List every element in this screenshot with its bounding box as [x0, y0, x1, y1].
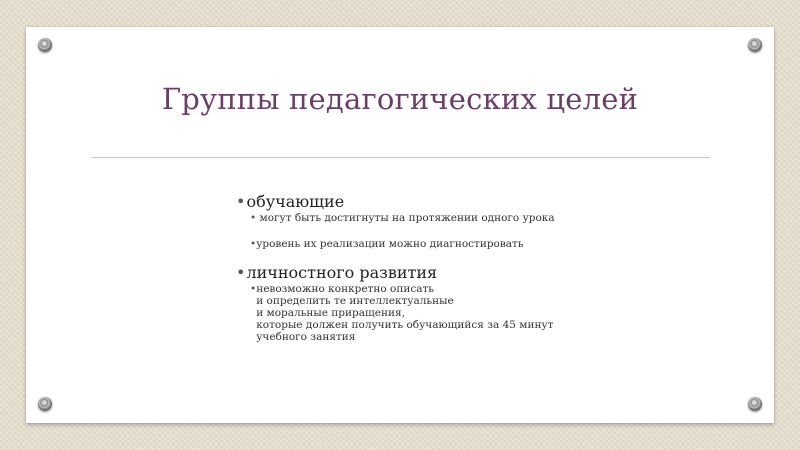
- bullet-icon: •: [236, 263, 246, 282]
- list-item: [250, 212, 676, 224]
- slide-content: [236, 192, 676, 343]
- rivet-icon: [748, 397, 762, 411]
- bullet-icon: •: [250, 283, 257, 295]
- group-heading: [236, 263, 676, 283]
- bullet-icon: •: [250, 212, 260, 224]
- title-divider: [91, 157, 710, 158]
- rivet-icon: [748, 38, 762, 52]
- list-item-text: невозможно конкретно описать и определить те интеллектуальные и моральные приращения, которые должен получить обучающийся за 45 минут учебного занятия: [256, 283, 554, 343]
- slide-title: Группы педагогических целей: [161, 82, 639, 116]
- group-heading-text: личностного развития: [246, 263, 438, 282]
- list-item: [250, 238, 676, 250]
- group-heading: [236, 192, 676, 212]
- rivet-icon: [38, 397, 52, 411]
- group-heading-text: обучающие: [246, 192, 345, 211]
- list-item-text: могут быть достигнуты на протяжении одного урока: [259, 212, 555, 224]
- list-item: [250, 283, 676, 343]
- rivet-icon: [38, 38, 52, 52]
- bullet-icon: •: [236, 192, 246, 211]
- bullet-icon: •: [250, 238, 257, 250]
- list-item-text: уровень их реализации можно диагностировать: [256, 238, 524, 250]
